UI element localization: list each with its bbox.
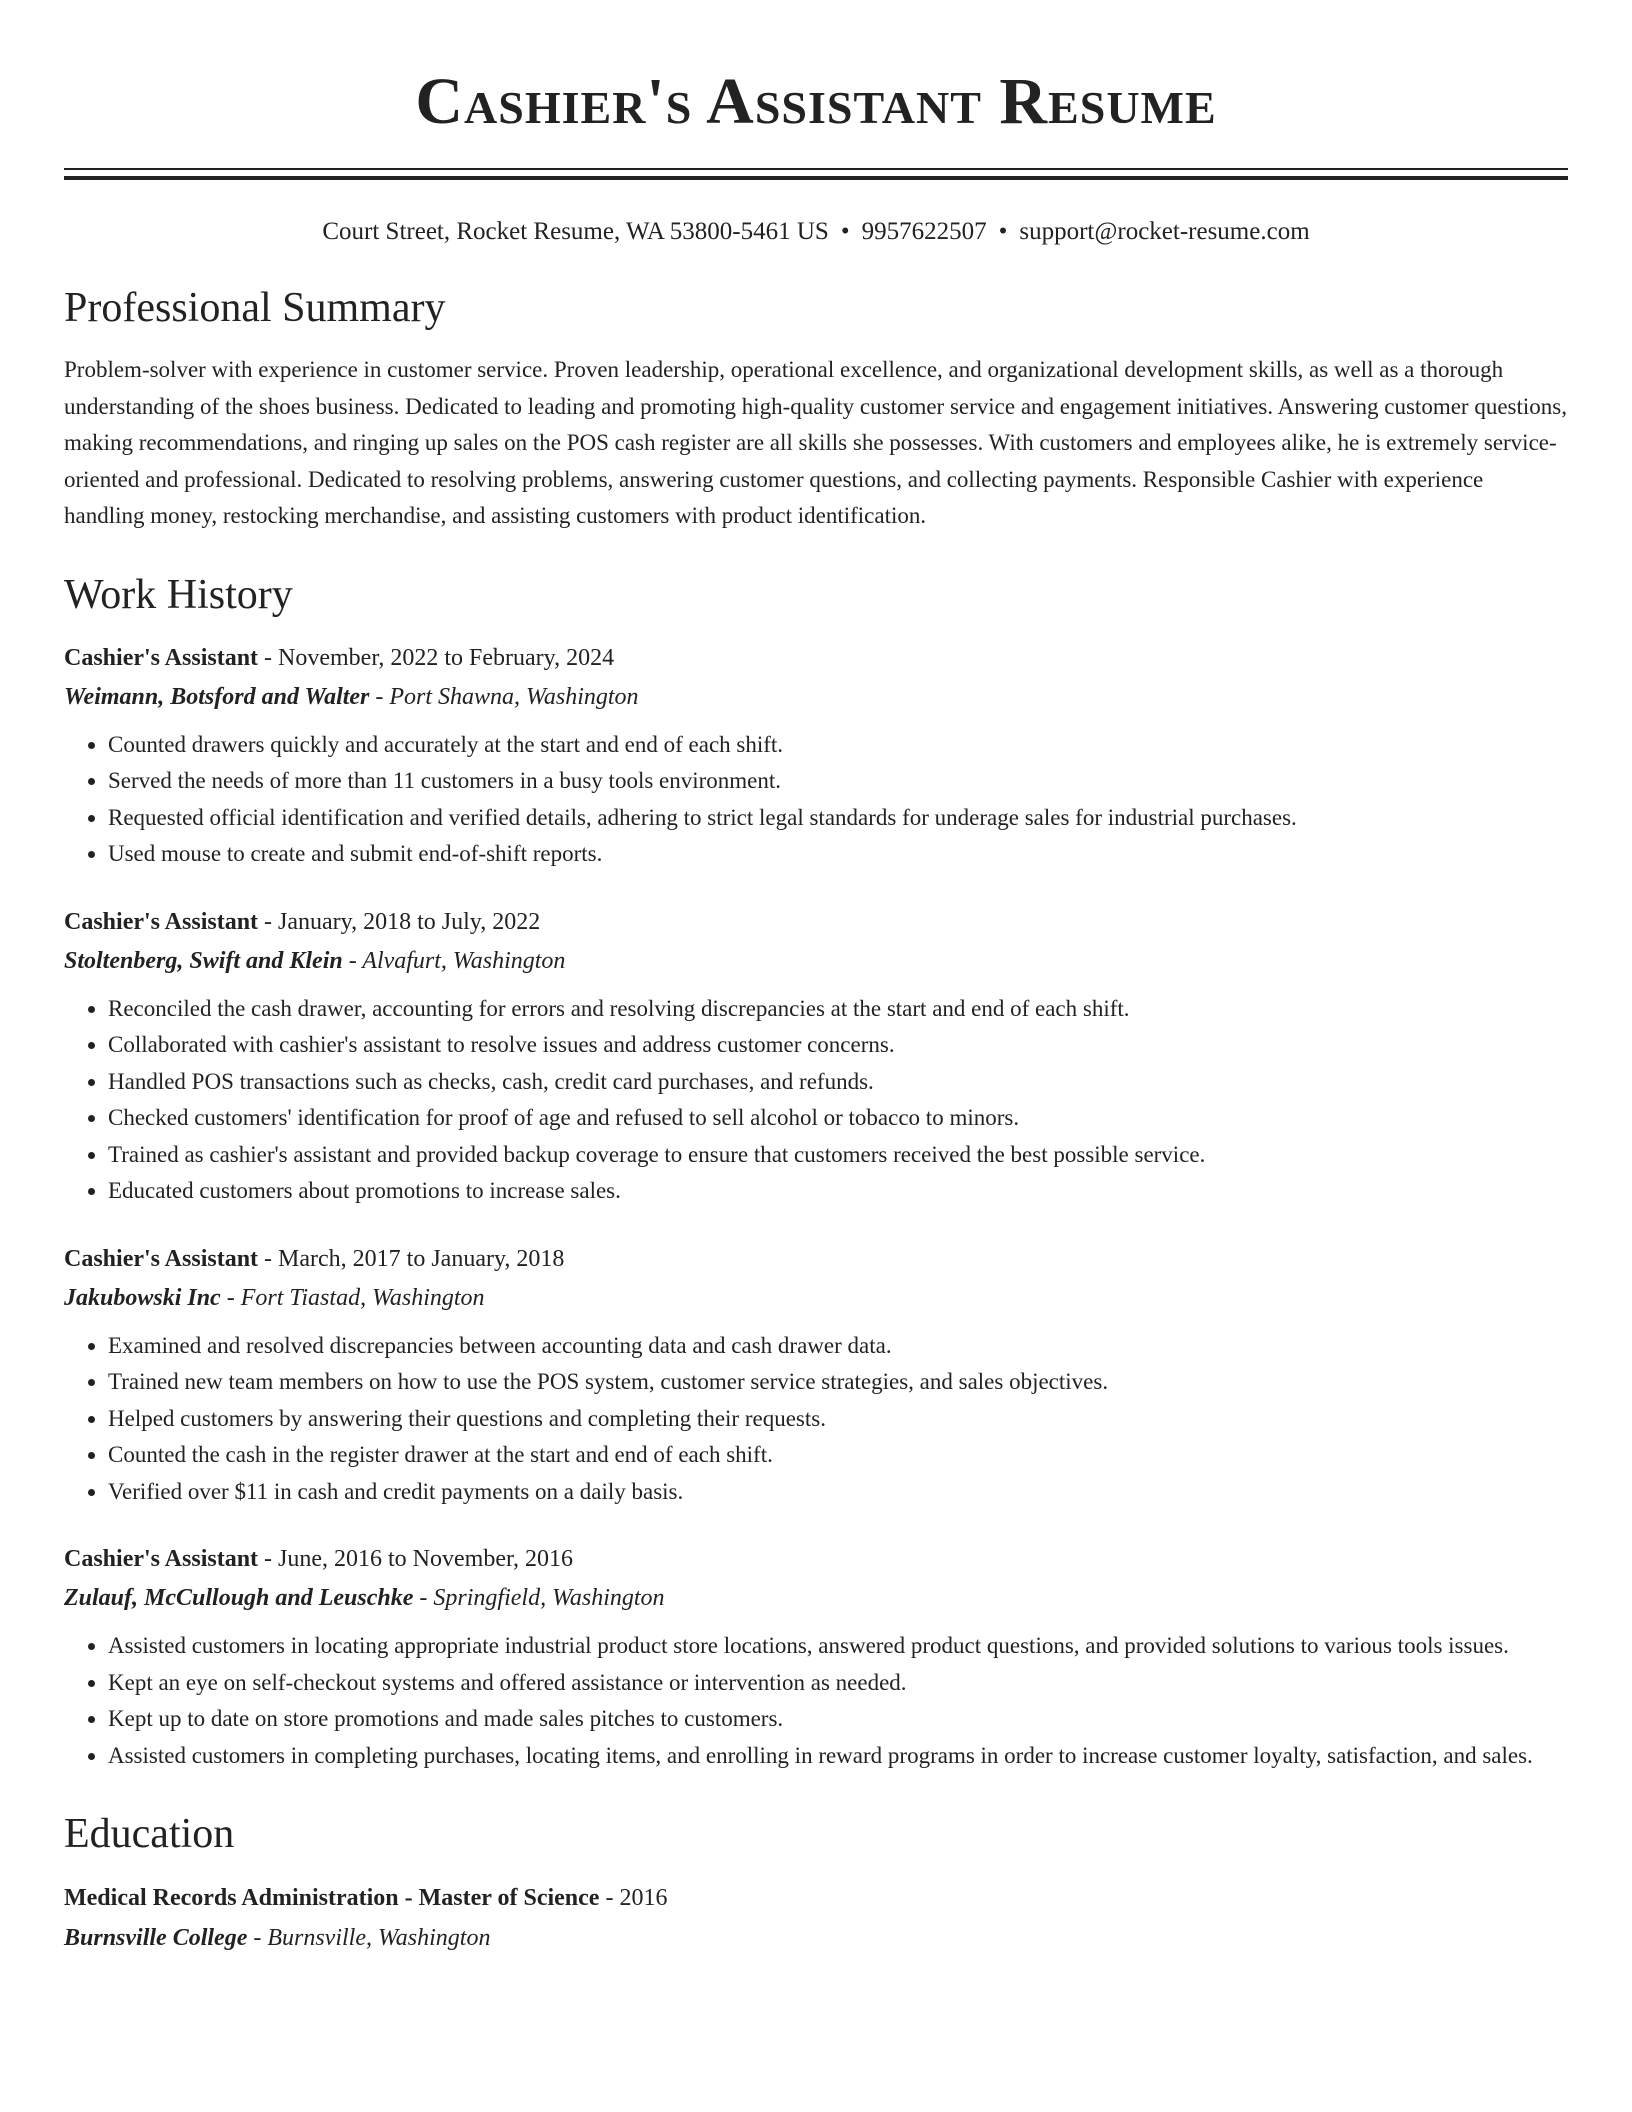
job-dates: - March, 2017 to January, 2018 xyxy=(258,1245,565,1272)
job-entry xyxy=(64,903,1568,1210)
job-duty: • Handled POS transactions such as checks, cash, credit card purchases, and refunds. xyxy=(108,1064,1568,1101)
job-duty: • Used mouse to create and submit end-of-shift reports. xyxy=(108,836,1568,873)
job-title: Cashier's Assistant xyxy=(64,1546,259,1572)
job-duty: • Helped customers by answering their questions and completing their requests. xyxy=(108,1401,1568,1438)
job-dates: - June, 2016 to November, 2016 xyxy=(258,1546,574,1572)
contact-email: support@rocket-resume.com xyxy=(1019,218,1310,245)
contact-phone: 9957622507 xyxy=(861,218,987,245)
job-title: Cashier's Assistant xyxy=(64,1245,259,1272)
job-duties-list xyxy=(64,1328,1568,1511)
summary-heading: Professional Summary xyxy=(64,285,446,331)
job-duty: • Kept an eye on self-checkout systems and offered assistance or intervention as needed. xyxy=(108,1665,1568,1702)
education-degree-line xyxy=(64,1878,1568,1918)
work-history-heading: Work History xyxy=(64,571,293,618)
job-duty: • Trained as cashier's assistant and provided backup coverage to ensure that customers received the best possible service. xyxy=(108,1137,1568,1174)
job-header xyxy=(64,903,1568,942)
job-location: - Fort Tiastad, Washington xyxy=(220,1284,485,1311)
summary-section xyxy=(64,282,1568,535)
job-duty: • Kept up to date on store promotions and made sales pitches to customers. xyxy=(108,1701,1568,1738)
education-section xyxy=(64,1808,1568,1958)
job-dates: - November, 2022 to February, 2024 xyxy=(258,644,615,671)
job-dates: - January, 2018 to July, 2022 xyxy=(258,908,541,935)
work-history-section xyxy=(64,569,1568,1775)
job-duty: • Checked customers' identification for proof of age and refused to sell alcohol or tobacco to minors. xyxy=(108,1100,1568,1137)
contact-separator: • xyxy=(840,218,850,245)
job-header xyxy=(64,1540,1568,1579)
job-duty: • Counted drawers quickly and accurately at the start and end of each shift. xyxy=(108,727,1568,764)
job-entry xyxy=(64,639,1568,873)
job-company: Stoltenberg, Swift and Klein xyxy=(64,947,343,974)
contact-line xyxy=(64,216,1568,248)
job-company: Jakubowski Inc xyxy=(64,1284,221,1311)
title-divider-thick xyxy=(64,176,1568,180)
job-header xyxy=(64,1240,1568,1279)
job-entry xyxy=(64,1540,1568,1774)
job-duties-list xyxy=(64,1628,1568,1774)
job-employer xyxy=(64,942,1568,981)
job-duty: • Examined and resolved discrepancies between accounting data and cash drawer data. xyxy=(108,1328,1568,1365)
job-duty: • Assisted customers in completing purchases, locating items, and enrolling in reward programs in order to increase customer loyalty, satisfaction, and sales. xyxy=(108,1738,1568,1775)
job-duty: • Counted the cash in the register drawer at the start and end of each shift. xyxy=(108,1437,1568,1474)
job-header xyxy=(64,639,1568,678)
job-duty: • Reconciled the cash drawer, accounting for errors and resolving discrepancies at the start and end of each shift. xyxy=(108,991,1568,1028)
education-location: - Burnsville, Washington xyxy=(247,1925,491,1951)
job-location: - Springfield, Washington xyxy=(413,1585,665,1611)
job-title: Cashier's Assistant xyxy=(64,908,259,935)
job-title: Cashier's Assistant xyxy=(64,644,259,671)
title-divider-thin xyxy=(64,168,1568,170)
job-employer xyxy=(64,1279,1568,1318)
job-duties-list xyxy=(64,727,1568,873)
job-duty: • Trained new team members on how to use the POS system, customer service strategies, and sales objectives. xyxy=(108,1364,1568,1401)
education-heading: Education xyxy=(64,1811,235,1857)
job-duty: • Served the needs of more than 11 customers in a busy tools environment. xyxy=(108,763,1568,800)
job-duty: • Verified over $11 in cash and credit payments on a daily basis. xyxy=(108,1474,1568,1511)
education-year: - 2016 xyxy=(599,1885,668,1911)
job-employer xyxy=(64,1579,1568,1618)
contact-address: Court Street, Rocket Resume, WA 53800-5461 US xyxy=(322,218,829,245)
summary-text: Problem-solver with experience in customer service. Proven leadership, operational excellence, and organizational development skills, as well as a thorough understanding of the shoes business. Dedicated to leading and promoting high-quality customer service and engagement initiatives. Answering customer questions, making recommendations, and ringing up sales on the POS cash register are all skills she possesses. With customers and employees alike, he is extremely service-oriented and professional. Dedicated to resolving problems, answering customer questions, and collecting payments. Responsible Cashier with experience handling money, restocking merchandise, and assisting customers with product identification. xyxy=(64,357,1567,528)
job-duty: • Requested official identification and verified details, adhering to strict legal standards for underage sales for industrial purchases. xyxy=(108,800,1568,837)
contact-separator: • xyxy=(998,218,1008,245)
job-duty: • Educated customers about promotions to increase sales. xyxy=(108,1173,1568,1210)
job-entry xyxy=(64,1240,1568,1511)
job-duties-list xyxy=(64,991,1568,1210)
job-location: - Port Shawna, Washington xyxy=(369,683,639,710)
education-school-line xyxy=(64,1918,1568,1958)
job-company: Weimann, Botsford and Walter xyxy=(64,683,370,710)
job-duty: • Collaborated with cashier's assistant to resolve issues and address customer concerns. xyxy=(108,1027,1568,1064)
job-duty: • Assisted customers in locating appropriate industrial product store locations, answered product questions, and provided solutions to various tools issues. xyxy=(108,1628,1568,1665)
job-company: Zulauf, McCullough and Leuschke xyxy=(64,1585,414,1611)
resume-title: Cashier's Assistant Resume xyxy=(415,65,1217,138)
job-employer xyxy=(64,678,1568,717)
education-degree: Medical Records Administration - Master of Science xyxy=(64,1885,600,1911)
education-school: Burnsville College xyxy=(64,1925,248,1951)
job-location: - Alvafurt, Washington xyxy=(342,947,566,974)
